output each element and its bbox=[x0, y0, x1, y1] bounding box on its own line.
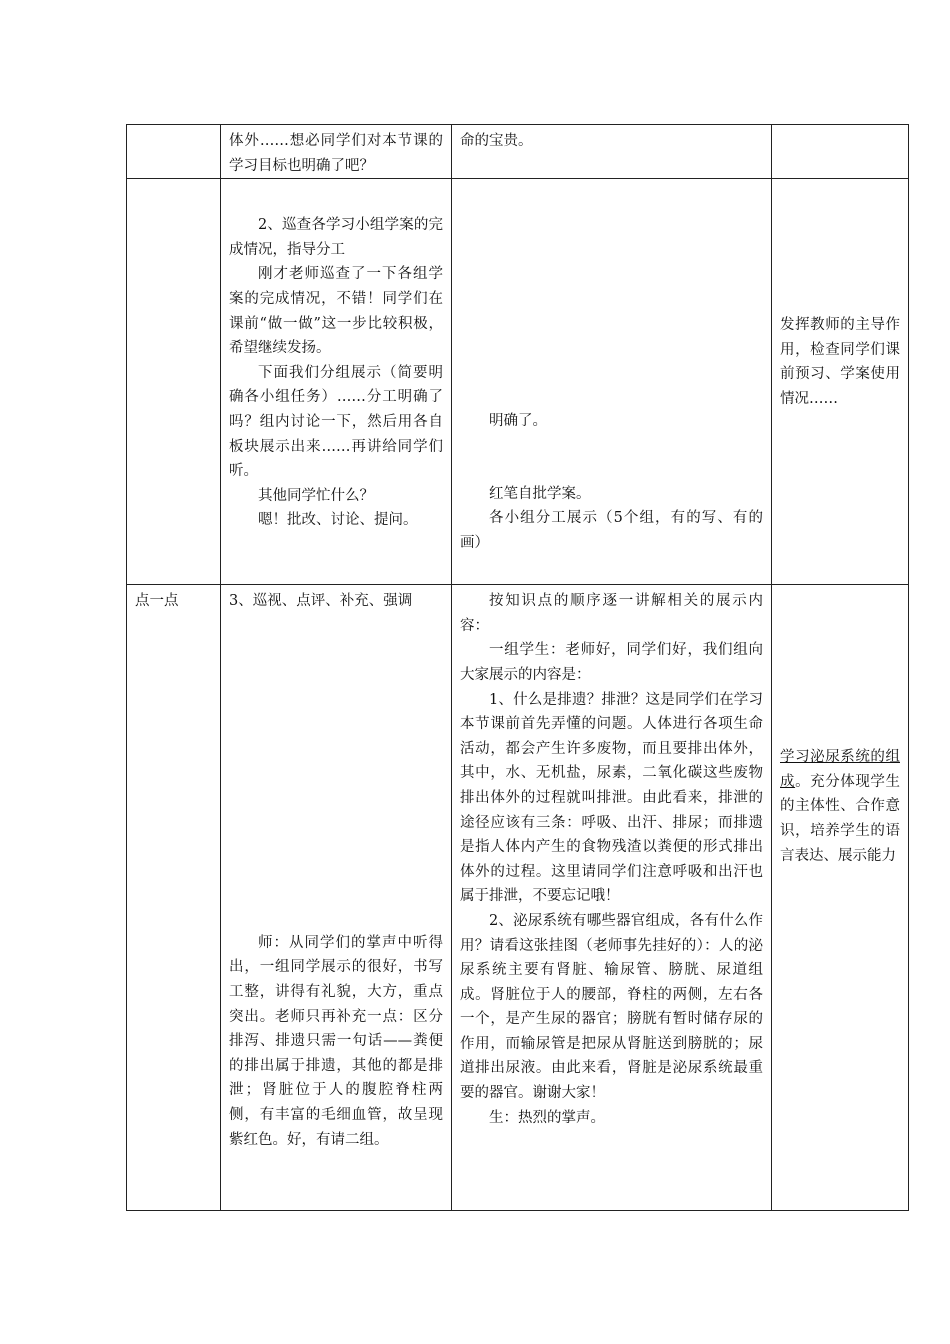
student-text: 明确了。 bbox=[489, 413, 547, 430]
design-intent-cell bbox=[772, 179, 909, 585]
student-text: 一组学生：老师好，同学们好，我们组向大家展示的内容是： bbox=[460, 642, 763, 683]
student-activity-cell bbox=[452, 179, 772, 585]
design-intent-cell bbox=[772, 585, 909, 1211]
intent-text bbox=[780, 745, 900, 868]
student-text: 2、泌尿系统有哪些器官组成，各有什么作用？请看这张挂图（老师事先挂好的）：人的泌尿系统主要有肾脏、输尿管、膀胱、尿道组成。肾脏位于人的腰部，脊柱的两侧，左右各一个，是产生尿的器官；膀胱有暂时储存尿的作用，而输尿管是把尿从肾脏送到膀胱的；尿道排出尿液。由此来看，肾脏是泌尿系统最重要的器官。谢谢大家！ bbox=[460, 912, 763, 1102]
teacher-text: 刚才老师巡查了一下各组学案的完成情况，不错！同学们在课前“做一做”这一步比较积极，希望继续发扬。 bbox=[229, 266, 443, 357]
student-text: 各小组分工展示（5个组，有的写、有的画） bbox=[460, 510, 763, 551]
stage-cell bbox=[127, 179, 221, 585]
teacher-activity-cell bbox=[221, 125, 452, 179]
teacher-text: 其他同学忙什么？ bbox=[258, 487, 374, 504]
student-activity-cell bbox=[452, 585, 772, 1211]
teacher-text: 3、巡视、点评、补充、强调 bbox=[229, 593, 413, 610]
intent-underlined-text: 学习泌尿系统的组成 bbox=[780, 749, 900, 790]
stage-cell bbox=[127, 125, 221, 179]
student-activity-cell bbox=[452, 125, 772, 179]
teacher-text: 2、巡查各学习小组学案的完成情况，指导分工 bbox=[229, 217, 443, 258]
teacher-activity-cell bbox=[221, 179, 452, 585]
intent-rest-text: 。充分体现学生的主体性、合作意识，培养学生的语言表达、展示能力 bbox=[780, 773, 901, 864]
stage-cell: 点一点 bbox=[127, 585, 221, 1211]
design-intent-cell bbox=[772, 125, 909, 179]
teacher-text: 体外……想必同学们对本节课的学习目标也明确了吧？ bbox=[229, 133, 443, 174]
teacher-text: 下面我们分组展示（简要明确各小组任务）……分工明确了吗？组内讨论一下，然后用各自板块展示出来……再讲给同学们听。 bbox=[229, 364, 443, 480]
table-row bbox=[127, 179, 909, 585]
lesson-plan-table bbox=[126, 124, 909, 1211]
student-text: 生：热烈的掌声。 bbox=[489, 1109, 605, 1126]
student-text: 红笔自批学案。 bbox=[489, 485, 591, 502]
student-text: 1、什么是排遗？排泄？这是同学们在学习本节课前首先弄懂的问题。人体进行各项生命活动，都会产生许多废物，而且要排出体外，其中，水、无机盐，尿素，二氧化碳这些废物排出体外的过程就叫排泄。由此看来，排泄的途径应该有三条：呼吸、出汗、排尿；而排遗是指人体内产生的食物残渣以粪便的形式排出体外的过程。这里请同学们注意呼吸和出汗也属于排泄，不要忘记哦！ bbox=[460, 691, 763, 905]
intent-text: 发挥教师的主导作用，检查同学们课前预习、学案使用情况…… bbox=[780, 317, 900, 407]
table-row bbox=[127, 585, 909, 1211]
student-text: 命的宝贵。 bbox=[460, 133, 533, 149]
teacher-activity-cell bbox=[221, 585, 452, 1211]
student-text: 按知识点的顺序逐一讲解相关的展示内容： bbox=[460, 593, 763, 634]
teacher-text: 嗯！批改、讨论、提问。 bbox=[258, 512, 418, 529]
teacher-text: 师：从同学们的掌声中听得出，一组同学展示的很好，书写工整，讲得有礼貌，大方，重点突出。老师只再补充一点：区分排泻、排遗只需一句话——粪便的排出属于排遗，其他的都是排泄；肾脏位于人的腹腔脊柱两侧，有丰富的毛细血管，故呈现紫红色。好，有请二组。 bbox=[229, 934, 443, 1148]
table-row bbox=[127, 125, 909, 179]
